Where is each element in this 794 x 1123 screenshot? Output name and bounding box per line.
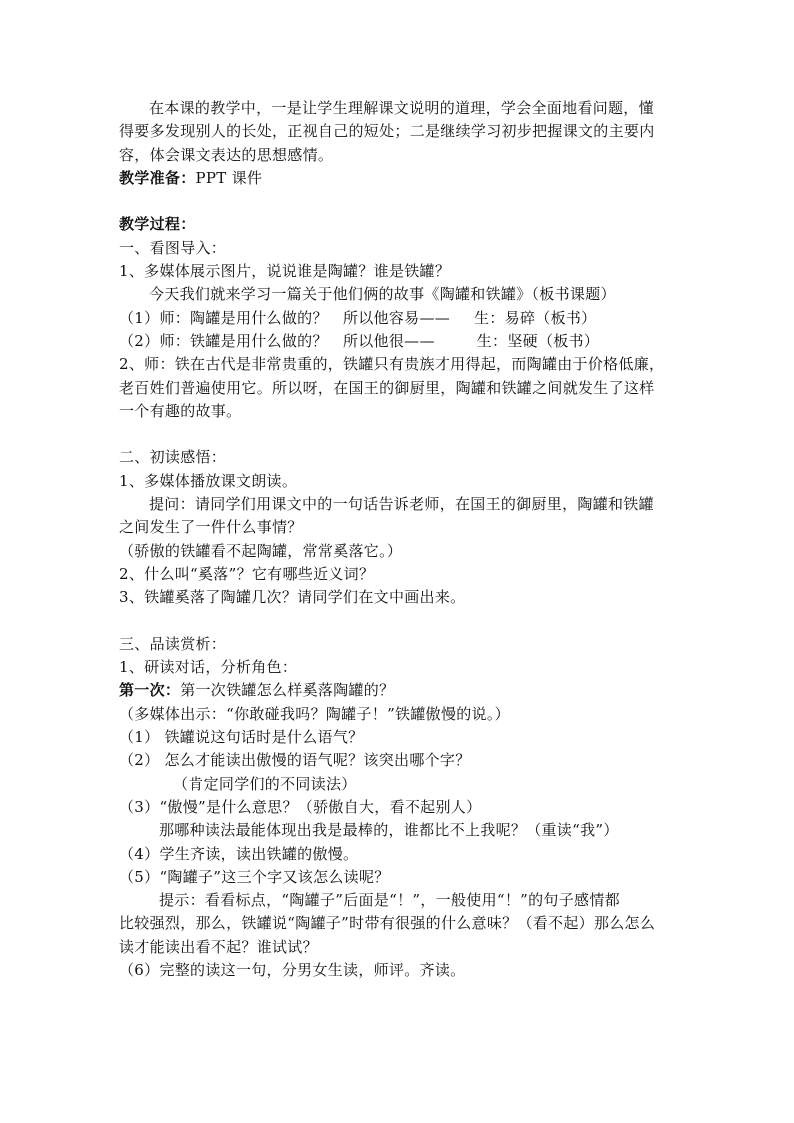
answer-text: 生：坚硬（板书） (476, 331, 600, 350)
paragraph: 3、铁罐奚落了陶罐几次？请同学们在文中画出来。 (119, 588, 466, 607)
hint-line: 读才能读出看不起？谁试试？ (119, 937, 318, 956)
question-line: （2） 怎么才能读出傲慢的语气呢？该突出哪个字？ (119, 751, 471, 770)
question-line: （6）完整的读这一句，分男女生读，师评。齐读。 (119, 960, 466, 979)
spacer (119, 423, 679, 446)
lesson-plan-text (119, 97, 679, 982)
paragraph: 2、师：铁在古代是非常贵重的，铁罐只有贵族才用得起，而陶罐由于价格低廉， (119, 355, 665, 374)
paragraph: 之间发生了一件什么事情？ (119, 518, 303, 537)
section-heading: 一、看图导入： (119, 238, 227, 257)
intro-line: 得要多发现别人的长处，正视自己的短处；二是继续学习初步把握课文的主要内 (119, 122, 655, 141)
question-text: （1）师：陶罐是用什么做的？ 所以他容易—— (119, 308, 451, 327)
question-line: （1） 铁罐说这句话时是什么语气？ (119, 728, 364, 747)
section-heading: 三、品读赏析： (119, 634, 227, 653)
paragraph: 今天我们就来学习一篇关于他们俩的故事《陶罐和铁罐》（板书课题） (149, 285, 616, 304)
paragraph: （骄傲的铁罐看不起陶罐，常常奚落它。） (119, 541, 403, 560)
paragraph: 1、多媒体展示图片，说说谁是陶罐？谁是铁罐？ (119, 262, 451, 281)
question-text: （2）师：铁罐是用什么做的？ 所以他很—— (119, 331, 435, 350)
paragraph: 1、研读对话，分析角色： (119, 658, 298, 677)
paragraph: 1、多媒体播放课文朗读。 (119, 471, 298, 490)
paragraph: 一个有趣的故事。 (119, 401, 242, 420)
note-line: 那哪种读法最能体现出我是最棒的，谁都比不上我呢？（重读“我”） (159, 821, 619, 840)
question-line: （5）“陶罐子”这三个字又该怎么读呢？ (119, 867, 390, 886)
paragraph: （多媒体出示：“你敢碰我吗？陶罐子！”铁罐傲慢的说。） (119, 704, 510, 723)
hint-line: 比较强烈，那么，铁罐说“陶罐子”时带有很强的什么意味？（看不起）那么怎么 (119, 914, 656, 933)
note-line: （肯定同学们的不同读法） (173, 774, 357, 793)
prep-text: PPT 课件 (195, 168, 263, 187)
first-time-label: 第一次： (119, 681, 181, 700)
spacer (119, 610, 679, 633)
prep-line (119, 167, 679, 190)
question-line (119, 307, 679, 330)
prep-label: 教学准备： (119, 168, 196, 187)
paragraph: 老百姓们普遍使用它。所以呀，在国王的御厨里，陶罐和铁罐之间就发生了这样 (119, 378, 655, 397)
process-heading: 教学过程： (119, 215, 196, 234)
question-line: （3）“傲慢”是什么意思？（骄傲自大，看不起别人） (119, 797, 482, 816)
intro-line: 容，体会课文表达的思想感情。 (119, 145, 334, 164)
paragraph: 提问：请同学们用课文中的一句话告诉老师，在国王的御厨里，陶罐和铁罐 (149, 495, 654, 514)
answer-text: 生：易碎（板书） (474, 308, 597, 327)
first-time-line (119, 679, 679, 702)
spacer (119, 190, 679, 213)
section-heading: 二、初读感悟： (119, 448, 227, 467)
question-line: （4）学生齐读，读出铁罐的傲慢。 (119, 844, 359, 863)
hint-line: 提示：看看标点，“陶罐子”后面是“！”，一般使用“！”的句子感情都 (159, 891, 620, 910)
intro-line: 在本课的教学中，一是让学生理解课文说明的道理，学会全面地看问题，懂 (149, 99, 654, 117)
paragraph: 2、什么叫“奚落”？它有哪些近义词？ (119, 564, 375, 583)
question-line (119, 330, 679, 353)
first-time-text: 第一次铁罐怎么样奚落陶罐的？ (180, 681, 395, 700)
